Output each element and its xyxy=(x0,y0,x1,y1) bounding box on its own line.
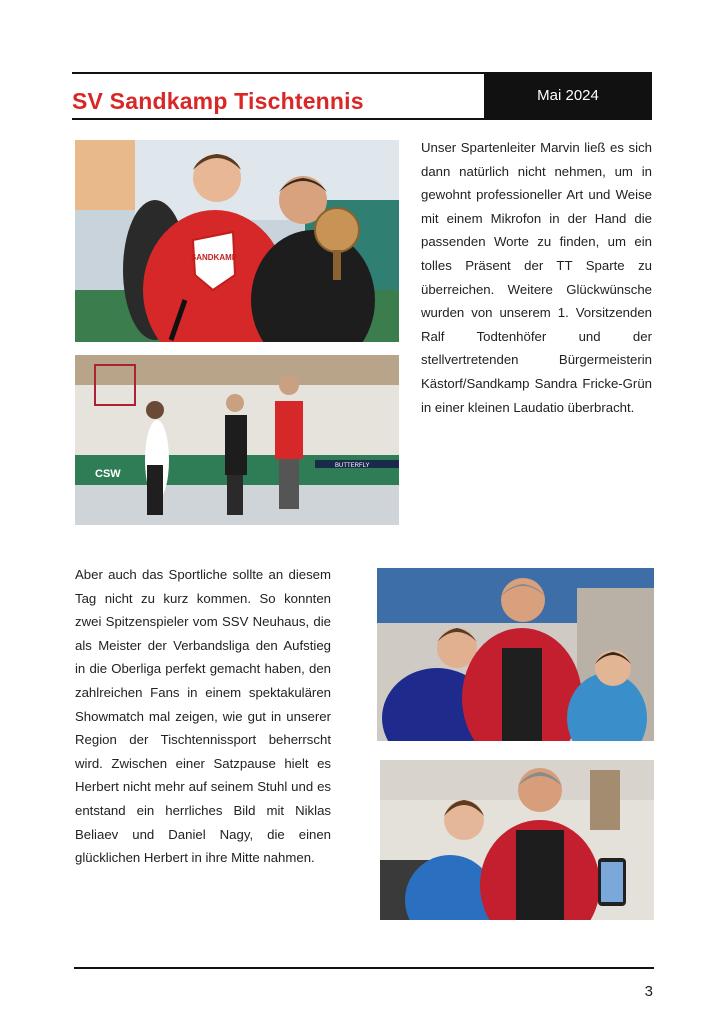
svg-text:SANDKAMP: SANDKAMP xyxy=(190,253,238,262)
newsletter-title: SV Sandkamp Tischtennis xyxy=(72,88,364,114)
issue-date: Mai 2024 xyxy=(484,72,652,120)
photo-award-presentation xyxy=(75,140,399,342)
page-header xyxy=(72,72,652,120)
footer-divider xyxy=(74,967,654,969)
photo-laudatio-speech xyxy=(75,355,399,525)
paragraph-showmatch: Aber auch das Sportliche sollte an diesem Tag nicht zu kurz kommen. So konnten zwei Spitzenspieler vom SSV Neuhaus, die als Meister der Verbandsliga den Aufstieg in die Oberliga perfekt gemacht haben, den zahlreichen Fans in einem spektakulären Showmatch mal zeigen, wie gut in unserer Region der Tischtennissport beherrscht wird. Zwischen einer Satzpause hielt es Herbert nicht mehr auf seinem Stuhl und es entstand ein herrliches Bild mit Niklas Beliaev und Daniel Nagy, die einen glücklichen Herbert in ihre Mitte nahmen. xyxy=(75,567,331,866)
svg-text:BUTTERFLY: BUTTERFLY xyxy=(335,463,370,469)
paragraph-laudatio: Unser Spartenleiter Marvin ließ es sich dann natürlich nicht nehmen, um in gewohnt professioneller Art und Weise mit einem Mikrofon in der Hand die passenden Worte zu finden, um ein tolles Präsent der TT Sparte zu überreichen. Weitere Glückwünsche wurden von unserem 1. Vorsitzenden Ralf Todtenhöfer und der stellvertretenden Bürgermeisterin Kästorf/Sandkamp Sandra Fricke-Grün in einer kleinen Laudatio überbracht. xyxy=(421,140,652,415)
svg-text:CSW: CSW xyxy=(95,468,121,480)
photo-herbert-with-player xyxy=(380,760,654,920)
photo-group-players xyxy=(377,568,654,741)
page-number: 3 xyxy=(644,983,653,1000)
